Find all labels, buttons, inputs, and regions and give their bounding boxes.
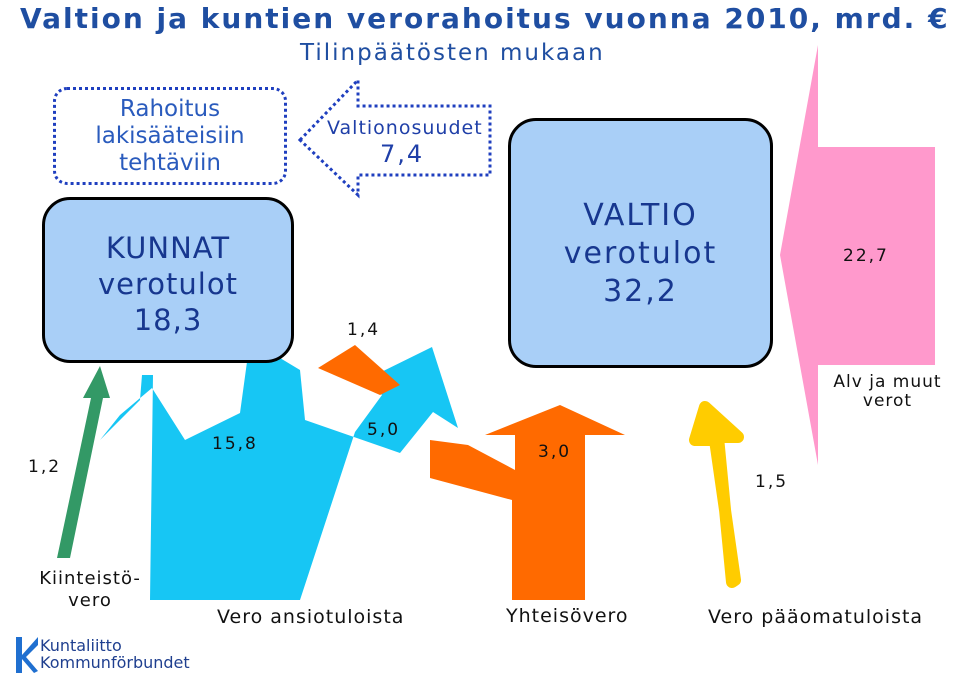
paaoma-arrow [695,407,738,582]
paaoma-source-label: Vero pääomatuloista [708,606,924,628]
kuntaliitto-logo [40,637,190,671]
funding-box [53,87,287,185]
valtio-line-3: 32,2 [603,274,678,309]
kiinteisto-source-label: Kiinteistö- vero [39,568,141,611]
yhteiso-source-label: Yhteisövero [506,605,629,627]
kiinteisto-value: 1,2 [28,457,62,477]
yhteiso-value: 3,0 [538,442,572,462]
ansio-arrow [100,340,458,600]
kunnat-line-2: verotulot [98,267,238,301]
valtio-line-1: VALTIO [583,198,698,233]
ansio-kunnat-value: 15,8 [212,434,258,454]
logo-line-2: Kommunförbundet [40,653,190,672]
valtio-line-2: verotulot [563,236,718,271]
valtio-box [508,118,773,368]
ansio-valtio-value: 1,4 [347,320,381,340]
alv-value: 22,7 [843,246,889,266]
page-subtitle: Tilinpäätösten mukaan [300,40,605,66]
logo-line-1: Kuntaliitto [40,636,122,655]
kiinteisto-arrow [57,366,110,558]
funding-line-1: Rahoitus [119,96,221,122]
alv-source-label: Alv ja muut verot [833,372,942,411]
kuntaliitto-logo-icon [14,635,40,677]
valtionosuudet-value: 7,4 [380,140,425,168]
kunnat-box [42,197,294,363]
page-title: Valtion ja kuntien verorahoitus vuonna 2010, mrd. € [20,2,950,35]
kunnat-line-1: KUNNAT [105,231,231,265]
paaoma-value: 1,5 [755,472,789,492]
funding-line-3: tehtäviin [119,150,221,176]
valtionosuudet-label: Valtionosuudet [327,117,483,139]
ansio-source-label: Vero ansiotuloista [217,606,405,628]
funding-line-2: lakisääteisiin [95,123,245,149]
kunnat-line-3: 18,3 [133,303,203,337]
ansio-mid-value: 5,0 [367,420,401,440]
yhteiso-arrow [430,405,625,600]
